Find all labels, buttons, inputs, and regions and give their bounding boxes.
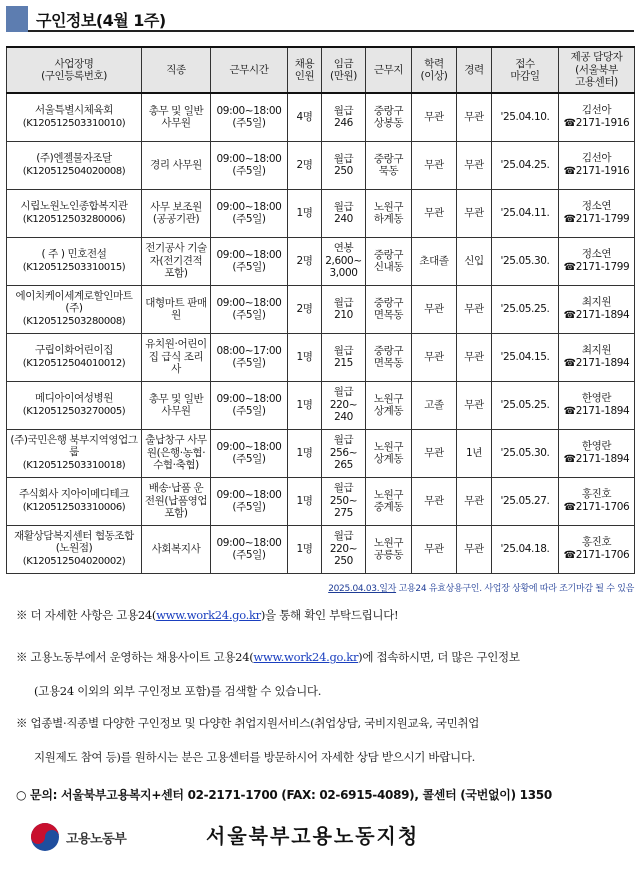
cell-location: 노원구 공릉동 xyxy=(366,525,412,573)
cell-edu: 무관 xyxy=(412,429,457,477)
contact-info: ○ 문의: 서울북부고용복지+센터 02-2171-1700 (FAX: 02-6915-4089), 콜센터 (국번없이) 1350 xyxy=(16,788,552,802)
cell-deadline: '25.05.30. xyxy=(492,237,559,285)
cell-job: 배송·납품 운전원(납품영업 포함) xyxy=(142,477,211,525)
cell-job: 경리 사무원 xyxy=(142,141,211,189)
cell-hours: 09:00~18:00 (주5일) xyxy=(211,237,288,285)
work24-link-1[interactable]: www.work24.go.kr xyxy=(156,608,261,622)
cell-career: 1년 xyxy=(457,429,492,477)
organization-name: 서울북부고용노동지청 xyxy=(206,824,420,848)
cell-hours: 09:00~18:00 (주5일) xyxy=(211,285,288,333)
table-row xyxy=(7,333,635,381)
cell-contact: 김선아 ☎2171-1916 xyxy=(559,93,635,141)
title-marker xyxy=(6,6,28,32)
cell-job: 출납창구 사무원(은행·농협·수협·축협) xyxy=(142,429,211,477)
phone-icon: ☎ xyxy=(563,453,576,465)
header-career: 경력 xyxy=(457,47,492,93)
source-text: 고용24 유효상용구인. 사업장 상황에 따라 조기마감 될 수 있음 xyxy=(396,584,634,594)
cell-career: 무관 xyxy=(457,381,492,429)
cell-edu: 무관 xyxy=(412,477,457,525)
cell-career: 무관 xyxy=(457,141,492,189)
cell-hours: 09:00~18:00 (주5일) xyxy=(211,141,288,189)
cell-career: 무관 xyxy=(457,93,492,141)
cell-count: 1명 xyxy=(288,525,322,573)
cell-edu: 고졸 xyxy=(412,381,457,429)
cell-career: 무관 xyxy=(457,477,492,525)
cell-job: 총무 및 일반 사무원 xyxy=(142,381,211,429)
cell-deadline: '25.05.30. xyxy=(492,429,559,477)
header-contact: 제공 담당자 (서울북부 고용센터) xyxy=(559,47,635,93)
cell-contact: 홍진호 ☎2171-1706 xyxy=(559,477,635,525)
taegeuk-emblem-icon xyxy=(30,822,60,852)
cell-wage: 연봉 2,600~ 3,000 xyxy=(322,237,366,285)
cell-location: 중랑구 상봉동 xyxy=(366,93,412,141)
cell-contact: 정소연 ☎2171-1799 xyxy=(559,189,635,237)
job-table xyxy=(6,46,635,574)
phone-icon: ☎ xyxy=(563,165,576,177)
phone-icon: ☎ xyxy=(563,357,576,369)
cell-deadline: '25.05.25. xyxy=(492,381,559,429)
header-job: 직종 xyxy=(142,47,211,93)
work24-link-2[interactable]: www.work24.go.kr xyxy=(253,650,359,664)
header-wage: 임금 (만원) xyxy=(322,47,366,93)
cell-location: 노원구 상계동 xyxy=(366,429,412,477)
cell-job: 사무 보조원 (공공기관) xyxy=(142,189,211,237)
cell-career: 무관 xyxy=(457,333,492,381)
cell-location: 노원구 하계동 xyxy=(366,189,412,237)
cell-count: 2명 xyxy=(288,285,322,333)
table-header-row xyxy=(7,47,635,93)
cell-count: 1명 xyxy=(288,381,322,429)
cell-career: 신입 xyxy=(457,237,492,285)
cell-contact: 한영란 ☎2171-1894 xyxy=(559,381,635,429)
cell-wage: 월급 220~ 240 xyxy=(322,381,366,429)
cell-deadline: '25.04.11. xyxy=(492,189,559,237)
title-bar xyxy=(6,6,634,32)
cell-count: 1명 xyxy=(288,429,322,477)
cell-edu: 무관 xyxy=(412,285,457,333)
cell-deadline: '25.05.27. xyxy=(492,477,559,525)
cell-company: (주)국민은행 북부지역영업그룹 (K120512503310018) xyxy=(7,429,142,477)
cell-edu: 무관 xyxy=(412,93,457,141)
cell-company: 메디아이여성병원 (K120512503270005) xyxy=(7,381,142,429)
cell-edu: 무관 xyxy=(412,189,457,237)
cell-wage: 월급 210 xyxy=(322,285,366,333)
cell-contact: 한영란 ☎2171-1894 xyxy=(559,429,635,477)
cell-wage: 월급 256~ 265 xyxy=(322,429,366,477)
cell-edu: 무관 xyxy=(412,333,457,381)
cell-company: 재활상담복지센터 협동조합(노원점) (K120512504020002) xyxy=(7,525,142,573)
cell-career: 무관 xyxy=(457,285,492,333)
cell-count: 1명 xyxy=(288,333,322,381)
logo-text: 고용노동부 xyxy=(66,832,127,847)
source-note xyxy=(6,581,634,594)
cell-location: 중랑구 묵동 xyxy=(366,141,412,189)
cell-count: 4명 xyxy=(288,93,322,141)
cell-contact: 김선아 ☎2171-1916 xyxy=(559,141,635,189)
table-row xyxy=(7,477,635,525)
cell-company: 주식회사 지아이메디테크 (K120512503310006) xyxy=(7,477,142,525)
note-2: ※ 고용노동부에서 운영하는 채용사이트 고용24(www.work24.go.kr)에 접속하시면, 더 많은 구인정보 (고용24 이외의 외부 구인정보 포함)를 검색할 수 있습니다. xyxy=(16,650,520,698)
cell-deadline: '25.04.18. xyxy=(492,525,559,573)
table-row xyxy=(7,93,635,141)
cell-company: 에이치케이세계로할인마트(주) (K120512503280008) xyxy=(7,285,142,333)
cell-hours: 09:00~18:00 (주5일) xyxy=(211,477,288,525)
phone-icon: ☎ xyxy=(563,549,576,561)
cell-location: 중랑구 신내동 xyxy=(366,237,412,285)
cell-count: 2명 xyxy=(288,237,322,285)
cell-hours: 09:00~18:00 (주5일) xyxy=(211,189,288,237)
cell-deadline: '25.04.15. xyxy=(492,333,559,381)
table-row xyxy=(7,429,635,477)
cell-deadline: '25.04.25. xyxy=(492,141,559,189)
cell-count: 2명 xyxy=(288,141,322,189)
cell-job: 총무 및 일반 사무원 xyxy=(142,93,211,141)
cell-contact: 정소연 ☎2171-1799 xyxy=(559,237,635,285)
phone-icon: ☎ xyxy=(563,117,576,129)
phone-icon: ☎ xyxy=(563,213,576,225)
phone-icon: ☎ xyxy=(563,309,576,321)
table-row xyxy=(7,525,635,573)
table-row xyxy=(7,381,635,429)
cell-hours: 08:00~17:00 (주5일) xyxy=(211,333,288,381)
cell-job: 사회복지사 xyxy=(142,525,211,573)
cell-wage: 월급 240 xyxy=(322,189,366,237)
cell-wage: 월급 246 xyxy=(322,93,366,141)
cell-location: 노원구 상계동 xyxy=(366,381,412,429)
table-row xyxy=(7,189,635,237)
cell-company: (주)엔젤물자조달 (K120512504020008) xyxy=(7,141,142,189)
cell-hours: 09:00~18:00 (주5일) xyxy=(211,429,288,477)
cell-career: 무관 xyxy=(457,525,492,573)
note-1: ※ 더 자세한 사항은 고용24(www.work24.go.kr)을 통해 확인 부탁드립니다! xyxy=(16,608,399,622)
phone-icon: ☎ xyxy=(563,261,576,273)
header-count: 채용 인원 xyxy=(288,47,322,93)
cell-company: ( 주 ) 민호전설 (K120512503310015) xyxy=(7,237,142,285)
cell-hours: 09:00~18:00 (주5일) xyxy=(211,525,288,573)
cell-wage: 월급 220~ 250 xyxy=(322,525,366,573)
cell-deadline: '25.05.25. xyxy=(492,285,559,333)
cell-edu: 초대졸 xyxy=(412,237,457,285)
cell-job: 유치원·어린이집 급식 조리사 xyxy=(142,333,211,381)
cell-wage: 월급 215 xyxy=(322,333,366,381)
phone-icon: ☎ xyxy=(563,405,576,417)
cell-location: 중랑구 면목동 xyxy=(366,333,412,381)
note-3: ※ 업종별·직종별 다양한 구인정보 및 다양한 취업지원서비스(취업상담, 국비지원교육, 국민취업 지원제도 참여 등)를 원하시는 분은 고용센터를 방문하시어 자세한 상담 받으시기 바랍니다. xyxy=(16,716,480,764)
header-company: 사업장명 (구인등록번호) xyxy=(7,47,142,93)
header-deadline: 접수 마감일 xyxy=(492,47,559,93)
cell-wage: 월급 250 xyxy=(322,141,366,189)
cell-company: 구립이화어린이집 (K120512504010012) xyxy=(7,333,142,381)
cell-deadline: '25.04.10. xyxy=(492,93,559,141)
title-underline xyxy=(28,30,634,32)
cell-wage: 월급 250~ 275 xyxy=(322,477,366,525)
phone-icon: ☎ xyxy=(563,501,576,513)
cell-contact: 홍진호 ☎2171-1706 xyxy=(559,525,635,573)
cell-edu: 무관 xyxy=(412,141,457,189)
cell-career: 무관 xyxy=(457,189,492,237)
cell-company: 시립노원노인종합복지관 (K120512503280006) xyxy=(7,189,142,237)
page-title: 구인정보(4월 1주) xyxy=(36,11,166,30)
cell-count: 1명 xyxy=(288,477,322,525)
ministry-logo xyxy=(30,820,150,856)
cell-company: 서울특별시체육회 (K120512503310010) xyxy=(7,93,142,141)
source-date: 2025.04.03.일자 xyxy=(328,584,397,594)
table-row xyxy=(7,237,635,285)
header-edu: 학력 (이상) xyxy=(412,47,457,93)
cell-edu: 무관 xyxy=(412,525,457,573)
cell-hours: 09:00~18:00 (주5일) xyxy=(211,93,288,141)
cell-location: 중랑구 면목동 xyxy=(366,285,412,333)
table-row xyxy=(7,285,635,333)
cell-job: 대형마트 판매원 xyxy=(142,285,211,333)
cell-contact: 최지원 ☎2171-1894 xyxy=(559,333,635,381)
header-location: 근무지 xyxy=(366,47,412,93)
cell-hours: 09:00~18:00 (주5일) xyxy=(211,381,288,429)
table-row xyxy=(7,141,635,189)
cell-contact: 최지원 ☎2171-1894 xyxy=(559,285,635,333)
cell-count: 1명 xyxy=(288,189,322,237)
header-hours: 근무시간 xyxy=(211,47,288,93)
cell-job: 전기공사 기술자(전기견적 포함) xyxy=(142,237,211,285)
cell-location: 노원구 중계동 xyxy=(366,477,412,525)
